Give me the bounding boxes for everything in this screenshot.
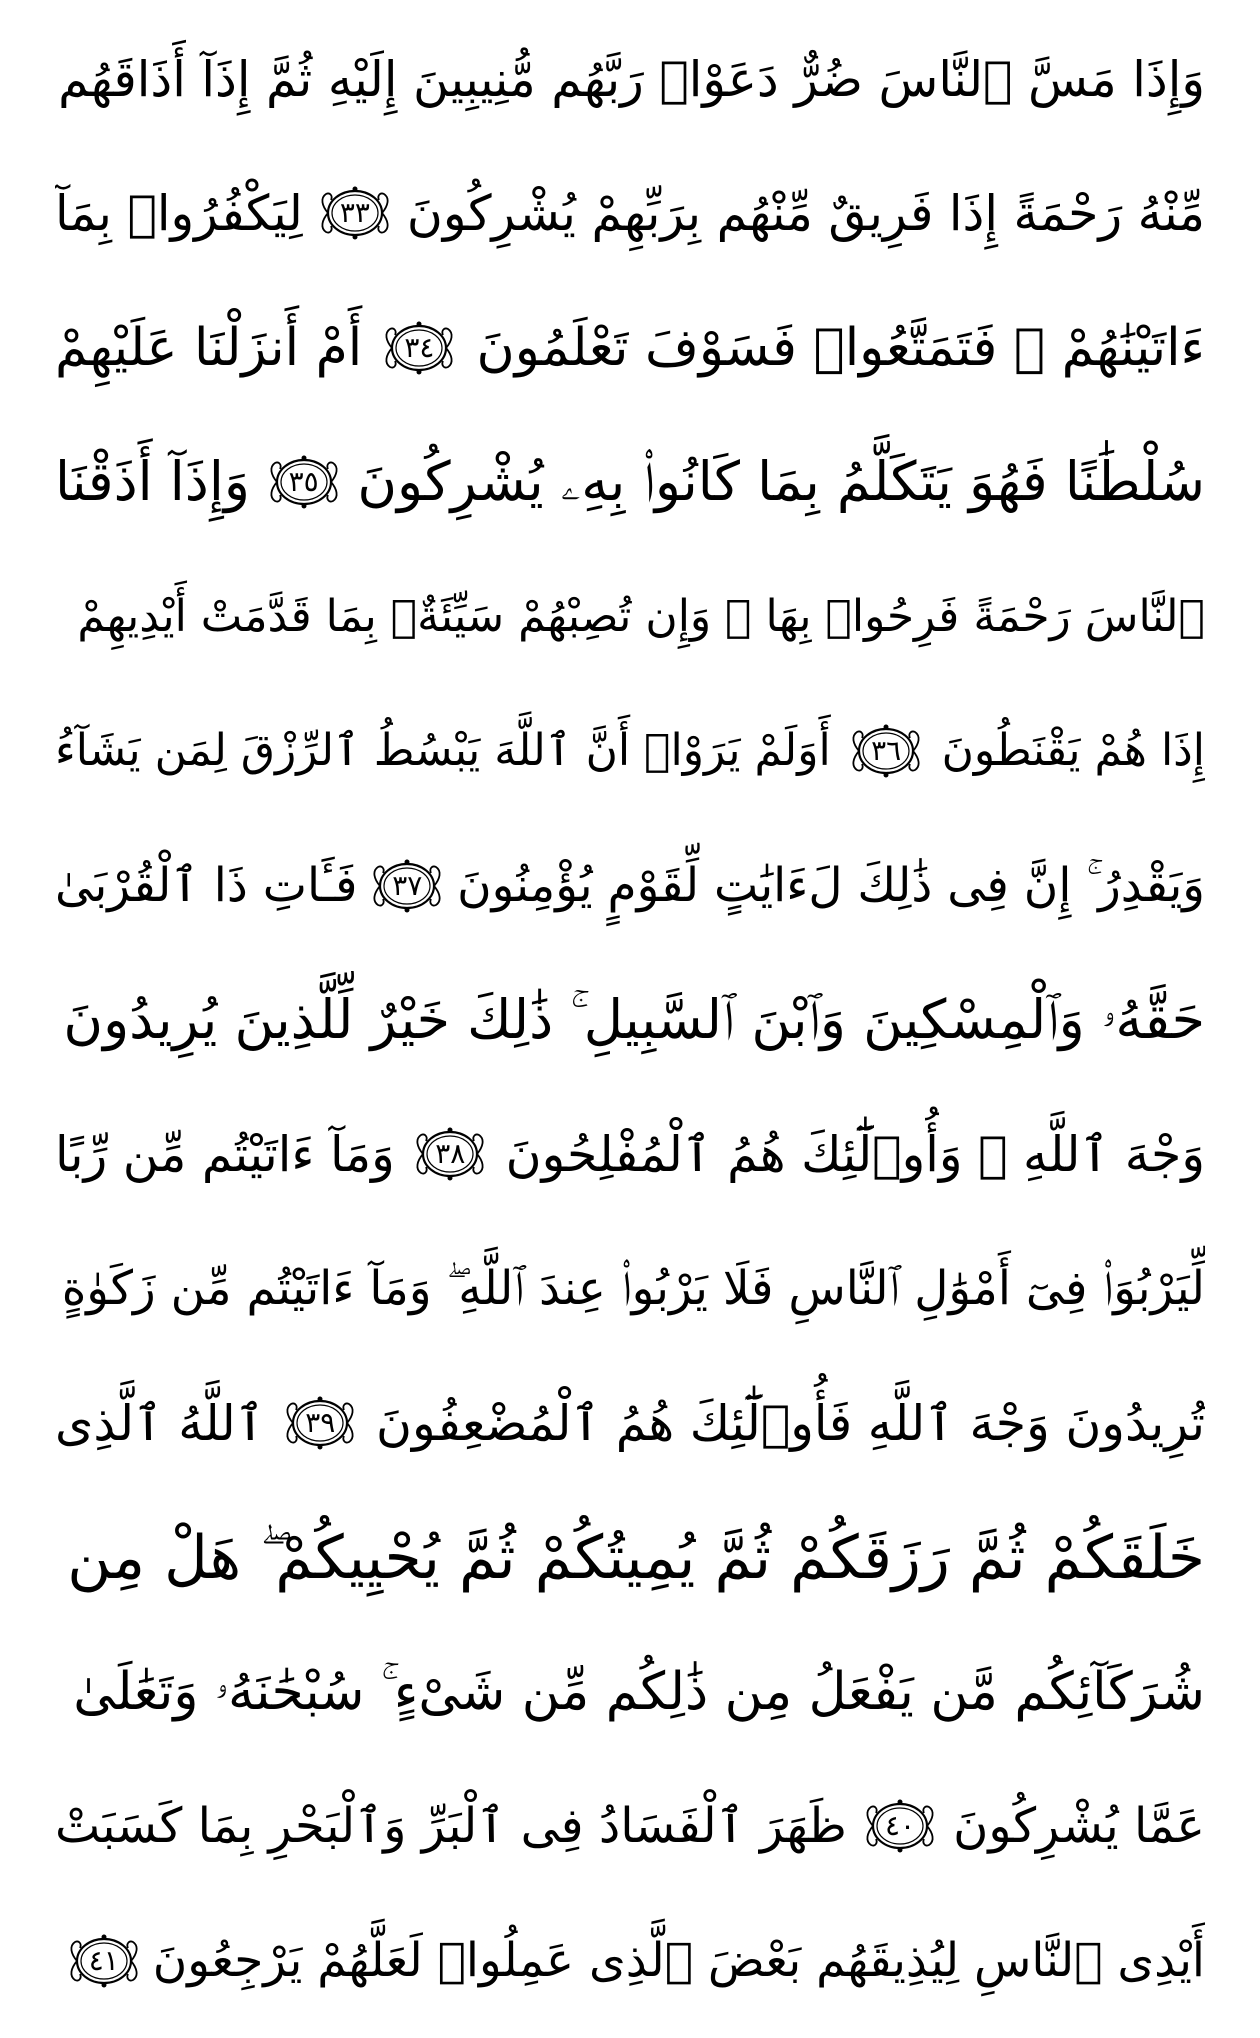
- verse-text: سُلْطَٰنًا فَهُوَ يَتَكَلَّمُ بِمَا كَانُوا۟ بِهِۦ يُشْرِكُونَ: [357, 450, 1205, 514]
- ayah-number-marker: [65, 1932, 143, 1990]
- verse-text: إِذَا هُمْ يَقْنَطُونَ: [941, 725, 1205, 777]
- verse-text: ٱلنَّاسَ رَحْمَةً فَرِحُوا۟ بِهَا ۖ وَإِن تُصِبْهُمْ سَيِّئَةٌۢ بِمَا قَدَّمَتْ أَيْدِيهِمْ: [77, 590, 1205, 642]
- text-line: [55, 692, 1205, 810]
- text-line: [55, 1364, 1205, 1482]
- ayah-number-marker: [861, 1797, 939, 1855]
- text-line: [55, 289, 1205, 407]
- verse-text: وَيَقْدِرُ ۚ إِنَّ فِى ذَٰلِكَ لَءَايَٰتٍ لِّقَوْمٍ يُؤْمِنُونَ: [457, 858, 1205, 914]
- ayah-number-marker: [411, 1125, 489, 1183]
- verse-text: وَإِذَا مَسَّ ٱلنَّاسَ ضُرٌّ دَعَوْا۟ رَبَّهُم مُّنِيبِينَ إِلَيْهِ ثُمَّ إِذَآ أَذَاقَهُم: [58, 50, 1205, 108]
- text-line: [55, 154, 1205, 272]
- text-line: [55, 1230, 1205, 1348]
- text-line: [55, 1499, 1205, 1617]
- ayah-number: ٣٤: [404, 330, 435, 364]
- verse-text: ظَهَرَ ٱلْفَسَادُ فِى ٱلْبَرِّ وَٱلْبَحْرِ بِمَا كَسَبَتْ: [55, 1798, 847, 1855]
- ayah-number-marker: [847, 722, 925, 780]
- ayah-number: ٣٧: [392, 868, 423, 902]
- text-line: [55, 423, 1205, 541]
- ayah-number: ٣٩: [305, 1406, 336, 1440]
- verse-text: وَمَآ ءَاتَيْتُم مِّن رِّبًا: [55, 1125, 395, 1183]
- ayah-number-marker: [265, 453, 343, 511]
- ayah-number: ٣٥: [288, 465, 319, 499]
- text-line: [55, 558, 1205, 676]
- verse-text: عَمَّا يُشْرِكُونَ: [953, 1798, 1205, 1855]
- verse-text: حَقَّهُۥ وَٱلْمِسْكِينَ وَٱبْنَ ٱلسَّبِيلِ ۚ ذَٰلِكَ خَيْرٌ لِّلَّذِينَ يُرِيدُونَ: [63, 987, 1205, 1051]
- ayah-number-marker: [316, 184, 394, 242]
- verse-text: ءَاتَيْنَٰهُمْ ۚ فَتَمَتَّعُوا۟ فَسَوْفَ تَعْلَمُونَ: [476, 317, 1205, 378]
- verse-text: لِيَكْفُرُوا۟ بِمَآ: [55, 184, 303, 242]
- text-line: [55, 1095, 1205, 1213]
- verse-text: خَلَقَكُمْ ثُمَّ رَزَقَكُمْ ثُمَّ يُمِيتُكُمْ ثُمَّ يُحْيِيكُمْ ۖ هَلْ مِن: [67, 1522, 1205, 1593]
- verse-text: أَيْدِى ٱلنَّاسِ لِيُذِيقَهُم بَعْضَ ٱلَّذِى عَمِلُوا۟ لَعَلَّهُمْ يَرْجِعُونَ: [152, 1933, 1205, 1989]
- verse-text: مِّنْهُ رَحْمَةً إِذَا فَرِيقٌ مِّنْهُم بِرَبِّهِمْ يُشْرِكُونَ: [406, 184, 1205, 242]
- text-line: [55, 961, 1205, 1079]
- ayah-number-marker: [281, 1394, 359, 1452]
- text-line: [55, 1767, 1205, 1885]
- ayah-number: ٣٦: [871, 734, 902, 768]
- ayah-number: ٤٠: [884, 1809, 916, 1843]
- ayah-number-marker: [380, 319, 458, 377]
- verse-text: فَـَٔاتِ ذَا ٱلْقُرْبَىٰ: [55, 858, 358, 914]
- quran-page: [55, 20, 1205, 2020]
- verse-text: لِّيَرْبُوَا۟ فِىٓ أَمْوَٰلِ ٱلنَّاسِ فَلَا يَرْبُوا۟ عِندَ ٱللَّهِ ۖ وَمَآ ءَاتَيْتُم مِّن زَكَوٰةٍ: [61, 1261, 1205, 1317]
- verse-text: أَمْ أَنزَلْنَا عَلَيْهِمْ: [55, 317, 363, 378]
- verse-text: وَإِذَآ أَذَقْنَا: [55, 450, 250, 514]
- verse-text: وَجْهَ ٱللَّهِ ۖ وَأُو۟لَٰٓئِكَ هُمُ ٱلْمُفْلِحُونَ: [505, 1125, 1205, 1183]
- text-line: [55, 20, 1205, 138]
- verse-text: شُرَكَآئِكُم مَّن يَفْعَلُ مِن ذَٰلِكُم مِّن شَىْءٍ ۚ سُبْحَٰنَهُۥ وَتَعَٰلَىٰ: [73, 1662, 1205, 1723]
- ayah-number: ٣٣: [339, 196, 370, 230]
- verse-text: ٱللَّهُ ٱلَّذِى: [55, 1394, 265, 1452]
- verse-text: أَوَلَمْ يَرَوْا۟ أَنَّ ٱللَّهَ يَبْسُطُ ٱلرِّزْقَ لِمَن يَشَآءُ: [55, 725, 831, 777]
- ayah-number: ٣٨: [435, 1137, 466, 1171]
- text-line: [55, 827, 1205, 945]
- ayah-number: ٤١: [88, 1943, 119, 1977]
- ayah-number-marker: [368, 857, 446, 915]
- text-line: [55, 1902, 1205, 2020]
- verse-text: تُرِيدُونَ وَجْهَ ٱللَّهِ فَأُو۟لَٰٓئِكَ هُمُ ٱلْمُضْعِفُونَ: [376, 1394, 1205, 1452]
- text-line: [55, 1633, 1205, 1751]
